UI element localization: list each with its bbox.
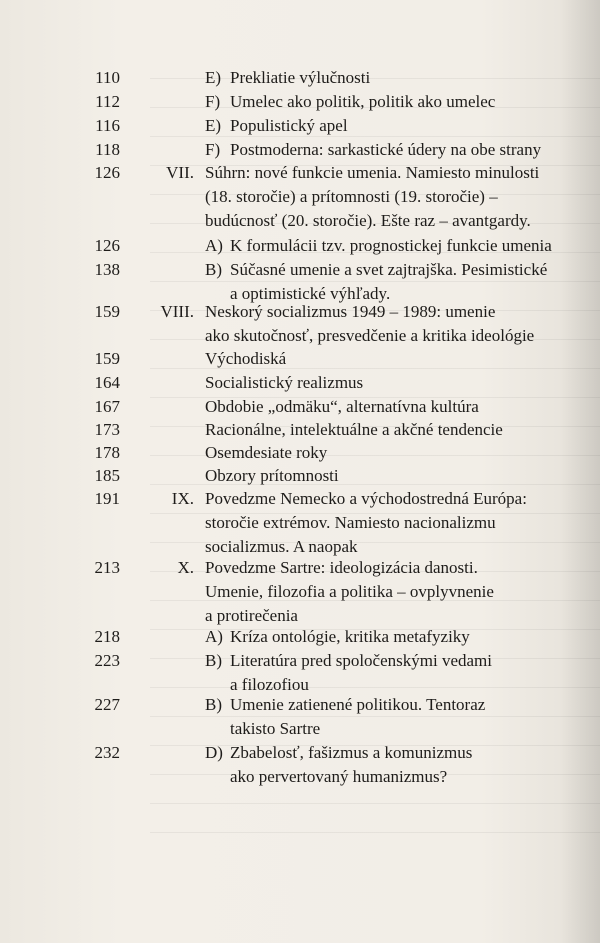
toc-entry — [0, 442, 600, 464]
toc-entry — [0, 396, 600, 418]
page-number: 112 — [95, 92, 120, 111]
entry-title: Obdobie „odmäku“, alternatívna kultúra — [205, 397, 479, 416]
page-number: 116 — [95, 116, 120, 135]
page-number: 173 — [94, 420, 120, 439]
section-title-line: Umenie, filozofia a politika – ovplyvnenie — [205, 582, 494, 601]
entry-title-line: ako pervertovaný humanizmus? — [230, 767, 448, 786]
page-number: 110 — [95, 68, 120, 87]
toc-entry — [0, 419, 600, 441]
page-number: 118 — [95, 140, 120, 159]
toc-section — [0, 557, 600, 627]
page-number: 191 — [94, 489, 120, 508]
section-title-line: Súhrn: nové funkcie umenia. Namiesto minulosti — [205, 163, 540, 182]
section-numeral: IX. — [171, 489, 194, 508]
entry-marker: B) — [205, 695, 222, 714]
section-title-line: Povedzme Nemecko a východostredná Európa: — [205, 489, 527, 508]
entry-title: Umelec ako politik, politik ako umelec — [230, 92, 496, 111]
page-number: 159 — [94, 349, 120, 368]
entry-title: Populistický apel — [230, 116, 348, 135]
entry-title-line: takisto Sartre — [230, 719, 321, 738]
page-number: 178 — [94, 443, 120, 462]
page-number: 126 — [94, 236, 120, 255]
entry-marker: A) — [205, 627, 223, 646]
toc-entry — [0, 465, 600, 487]
section-title-line: storočie extrémov. Namiesto nacionalizmu — [205, 513, 496, 532]
section-numeral: VIII. — [160, 302, 194, 321]
entry-title: Osemdesiate roky — [205, 443, 328, 462]
entry-marker: E) — [205, 116, 222, 135]
page-number: 213 — [94, 558, 120, 577]
section-title-line: ako skutočnosť, presvedčenie a kritika ideológie — [205, 326, 535, 345]
page-number: 218 — [94, 627, 120, 646]
entry-marker: B) — [205, 260, 222, 279]
page-number: 164 — [94, 373, 120, 392]
entry-marker: B) — [205, 651, 222, 670]
page-number: 138 — [94, 260, 120, 279]
entry-marker: D) — [205, 743, 223, 762]
entry-title: Obzory prítomnosti — [205, 466, 339, 485]
page-number: 227 — [94, 695, 120, 714]
entry-marker: A) — [205, 236, 223, 255]
entry-title-line: Literatúra pred spoločenskými vedami — [230, 651, 492, 670]
entry-title-line: Zbabelosť, fašizmus a komunizmus — [230, 743, 473, 762]
entry-title: Východiská — [205, 349, 287, 368]
entry-title-line: Súčasné umenie a svet zajtrajška. Pesimistické — [230, 260, 548, 279]
entry-title: Prekliatie výlučnosti — [230, 68, 371, 87]
section-title-line: socializmus. A naopak — [205, 537, 358, 556]
toc-entry — [0, 650, 600, 696]
toc-entry — [0, 742, 600, 788]
page-number: 185 — [94, 466, 120, 485]
toc-entry — [0, 259, 600, 305]
page-number: 126 — [94, 163, 120, 182]
entry-title: Racionálne, intelektuálne a akčné tendencie — [205, 420, 503, 439]
toc-section — [0, 488, 600, 558]
toc-entry — [0, 139, 600, 161]
toc-entry — [0, 694, 600, 740]
section-title-line: (18. storočie) a prítomnosti (19. storočie) – — [205, 187, 498, 206]
toc-entry — [0, 235, 600, 257]
entry-marker: F) — [205, 92, 221, 111]
entry-marker: F) — [205, 140, 221, 159]
page-number: 223 — [94, 651, 120, 670]
toc-entry — [0, 115, 600, 137]
toc-section — [0, 162, 600, 232]
section-title-line: Povedzme Sartre: ideologizácia danosti. — [205, 558, 478, 577]
section-numeral: X. — [177, 558, 194, 577]
entry-title-line: Umenie zatienené politikou. Tentoraz — [230, 695, 486, 714]
entry-title: Socialistický realizmus — [205, 373, 364, 392]
toc-entry — [0, 91, 600, 113]
section-title-line: Neskorý socializmus 1949 – 1989: umenie — [205, 302, 496, 321]
toc-entry — [0, 67, 600, 89]
entry-title: K formulácii tzv. prognostickej funkcie umenia — [230, 236, 552, 255]
toc-entry — [0, 372, 600, 394]
page-number: 159 — [94, 302, 120, 321]
section-title-line: a protirečenia — [205, 606, 298, 625]
entry-title-line: a filozofiou — [230, 675, 309, 694]
entry-title-line: a optimistické výhľady. — [230, 284, 391, 303]
section-title-line: budúcnosť (20. storočie). Ešte raz – avantgardy. — [205, 211, 531, 230]
toc-entry — [0, 626, 600, 648]
entry-title: Kríza ontológie, kritika metafyziky — [230, 627, 470, 646]
entry-title: Postmoderna: sarkastické údery na obe strany — [230, 140, 542, 159]
page-number: 167 — [94, 397, 120, 416]
page-number: 232 — [94, 743, 120, 762]
entry-marker: E) — [205, 68, 222, 87]
section-numeral: VII. — [166, 163, 194, 182]
toc-entry — [0, 348, 600, 370]
toc-section — [0, 301, 600, 347]
